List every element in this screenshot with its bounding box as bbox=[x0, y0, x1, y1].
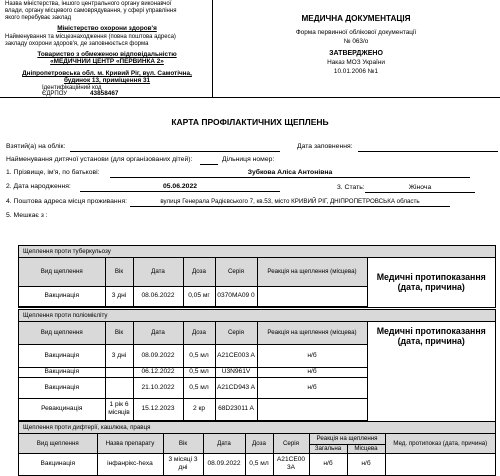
header-medical-doc-title: МЕДИЧНА ДОКУМЕНТАЦІЯ bbox=[301, 14, 411, 23]
header-name-caption-2: закладу охорони здоров'я, де заповнюється форма bbox=[5, 41, 149, 47]
table-cell[interactable]: A21CE00 3A bbox=[273, 453, 309, 475]
column-header: Вид щеплення bbox=[19, 322, 105, 344]
header-form-caption: Форма первинної облікової документації bbox=[295, 29, 417, 36]
full-name-underline bbox=[110, 177, 470, 178]
table-cell[interactable] bbox=[257, 398, 367, 420]
table-cell[interactable]: U3N961V bbox=[215, 367, 257, 377]
table-cell[interactable]: 21.10.2022 bbox=[133, 377, 183, 398]
table-cell[interactable]: 06.12.2022 bbox=[133, 367, 183, 377]
table-row bbox=[19, 453, 495, 475]
header-ministry-caption-2: влади, органу місцевого самоврядування, у сфері управління bbox=[5, 8, 177, 14]
header-left-block bbox=[2, 0, 213, 97]
card-title: КАРТА ПРОФІЛАКТИЧНИХ ЩЕПЛЕНЬ bbox=[171, 117, 329, 127]
header-org-name-1: Товариство з обмеженою відповідальністю bbox=[37, 51, 177, 58]
column-header: Серія bbox=[273, 434, 309, 453]
column-header: Вік bbox=[105, 258, 133, 286]
table-cell[interactable] bbox=[257, 286, 367, 306]
table-cell[interactable]: 2 кр bbox=[183, 398, 215, 420]
table-cell[interactable]: Вакцинація bbox=[19, 377, 105, 398]
table-cell[interactable]: 0,5 мл bbox=[183, 367, 215, 377]
filled-date-label: Дата заповнення: bbox=[297, 143, 353, 150]
sex-label: 3. Стать: bbox=[337, 184, 365, 191]
registered-label: Взятий(а) на облік: bbox=[6, 143, 66, 150]
institution-label: Найменування дитячої установи (для організованих дітей): bbox=[6, 156, 193, 163]
table-cell[interactable]: 3 дні bbox=[105, 286, 133, 306]
column-header: Доза bbox=[183, 322, 215, 344]
table-cell[interactable]: н/б bbox=[347, 453, 385, 475]
address-underline bbox=[130, 206, 450, 207]
table-cell[interactable]: 0,5 мл bbox=[183, 377, 215, 398]
column-header: Доза bbox=[245, 434, 273, 453]
tuberculosis-section bbox=[18, 245, 496, 308]
table-cell[interactable]: Вакцинація bbox=[19, 344, 105, 367]
table-cell[interactable] bbox=[385, 453, 495, 475]
header-order-number: 10.01.2006 №1 bbox=[333, 68, 379, 75]
dtp-section bbox=[18, 421, 496, 476]
column-header: Вид щеплення bbox=[19, 258, 105, 286]
column-header: Назва препарату bbox=[97, 434, 163, 453]
birth-date-underline bbox=[80, 191, 280, 192]
table-cell[interactable]: 0,5 мл bbox=[245, 453, 273, 475]
table-cell[interactable]: 1 рік 6 місяців bbox=[105, 398, 133, 420]
table-cell[interactable]: 3 місяці 3 дні bbox=[163, 453, 203, 475]
table-cell[interactable]: 0370MA09 0 bbox=[215, 286, 257, 306]
table-cell[interactable]: 0,05 мг bbox=[183, 286, 215, 306]
header-org-address-2: будинок 13, приміщення 31 bbox=[63, 77, 151, 84]
registered-field[interactable] bbox=[70, 151, 280, 152]
column-header: Мед. протипоказ (дата, причина) bbox=[385, 434, 495, 453]
header-org-name-2: «МЕДИЧНИЙ ЦЕНТР «ПЕРВИНКА 2» bbox=[50, 58, 164, 65]
column-subheader: Місцева bbox=[347, 444, 385, 453]
table-cell[interactable] bbox=[105, 377, 133, 398]
table-cell[interactable]: Вакцинація bbox=[19, 453, 97, 475]
header-divider bbox=[0, 97, 500, 98]
filled-date-field[interactable] bbox=[358, 151, 498, 152]
dtp-section-title: Щеплення проти дифтерії, кашлюка, правця bbox=[19, 422, 495, 434]
dtp-table bbox=[19, 434, 495, 476]
column-header: Вид щеплення bbox=[19, 434, 97, 453]
lives-with-label: 5. Мешкає з : bbox=[6, 212, 48, 219]
header-ministry-name: Міністерство охорони здоров'я bbox=[57, 25, 157, 32]
column-header: Дата bbox=[133, 322, 183, 344]
address-value[interactable]: вулиця Генерала Радієвського 7, кв.53, місто КРИВИЙ РІГ, ДНІПРОПЕТРОВСЬКА область bbox=[160, 198, 420, 205]
polio-table bbox=[19, 322, 495, 421]
contraindications-header: Медичні протипоказання (дата, причина) bbox=[367, 322, 495, 420]
table-cell[interactable]: Вакцинація bbox=[19, 367, 105, 377]
sex-value[interactable]: Жіноча bbox=[408, 184, 432, 191]
table-cell[interactable]: н/б bbox=[257, 344, 367, 367]
full-name-label: 1. Прізвище, ім'я, по батькові: bbox=[6, 169, 100, 176]
column-header: Реакція на щеплення (місцева) bbox=[257, 258, 367, 286]
column-header: Дата bbox=[133, 258, 183, 286]
table-cell[interactable]: A21CD943 A bbox=[215, 377, 257, 398]
table-cell[interactable] bbox=[105, 367, 133, 377]
header-edrpou-code: 43858467 bbox=[90, 90, 119, 97]
address-label: 4. Поштова адреса місця проживання: bbox=[6, 198, 128, 205]
polio-section bbox=[18, 309, 496, 422]
contraindications-header: Медичні протипоказання (дата, причина) bbox=[367, 258, 495, 306]
sex-underline bbox=[365, 192, 475, 193]
district-label: Дільниця номер: bbox=[222, 156, 275, 163]
table-cell[interactable]: 68D23011 A bbox=[215, 398, 257, 420]
birth-date-label: 2. Дата народження: bbox=[6, 183, 71, 190]
polio-section-title: Щеплення проти поліомієліту bbox=[19, 310, 495, 322]
table-cell[interactable]: н/б bbox=[257, 377, 367, 398]
table-cell[interactable]: 3 дні bbox=[105, 344, 133, 367]
table-cell[interactable]: Ревакцинація bbox=[19, 398, 105, 420]
header-ministry-caption-1: Назва міністерства, іншого центрального органу виконавчої bbox=[5, 1, 172, 7]
header-code-caption-1: Ідентифікаційний код bbox=[42, 85, 102, 91]
table-cell[interactable]: інфанрікс-hexa bbox=[97, 453, 163, 475]
column-header: Реакція на щеплення bbox=[309, 434, 385, 444]
header-approved: ЗАТВЕРДЖЕНО bbox=[329, 50, 383, 57]
header-org-address-1: Дніпропетровська обл. м. Кривий Ріг, вул. Самотічна, bbox=[22, 70, 192, 77]
header-ministry-caption-3: якого перебуває заклад bbox=[5, 15, 72, 21]
table-cell[interactable]: 08.09.2022 bbox=[203, 453, 245, 475]
header-order-caption: Наказ МОЗ України bbox=[327, 59, 385, 66]
header-code-caption-2: ЄДРПОУ bbox=[42, 91, 68, 97]
column-header: Серія bbox=[215, 258, 257, 286]
institution-field[interactable] bbox=[200, 164, 218, 165]
table-cell[interactable]: Вакцинація bbox=[19, 286, 105, 306]
column-subheader: Загальна bbox=[309, 444, 347, 453]
header-name-caption-1: Найменування та місцезнаходження (повна поштова адреса) bbox=[5, 34, 176, 40]
table-cell[interactable]: A21CE003 A bbox=[215, 344, 257, 367]
column-header: Вік bbox=[105, 322, 133, 344]
full-name-value[interactable]: Зубкова Аліса Антонівна bbox=[247, 169, 333, 176]
table-cell[interactable]: н/б bbox=[257, 367, 367, 377]
tuberculosis-section-title: Щеплення проти туберкульозу bbox=[19, 246, 495, 258]
table-cell[interactable]: 0,5 мл bbox=[183, 344, 215, 367]
column-header: Реакція на щеплення (місцева) bbox=[257, 322, 367, 344]
column-header: Серія bbox=[215, 322, 257, 344]
table-cell[interactable]: н/б bbox=[309, 453, 347, 475]
tuberculosis-table bbox=[19, 258, 495, 307]
table-cell[interactable]: 08.09.2022 bbox=[133, 344, 183, 367]
header-right-block bbox=[212, 0, 500, 97]
table-cell[interactable]: 08.06.2022 bbox=[133, 286, 183, 306]
column-header: Дата bbox=[203, 434, 245, 453]
header-form-number: № 063/о bbox=[343, 38, 369, 45]
table-cell[interactable]: 15.12.2023 bbox=[133, 398, 183, 420]
column-header: Доза bbox=[183, 258, 215, 286]
column-header: Вік bbox=[163, 434, 203, 453]
birth-date-value[interactable]: 05.06.2022 bbox=[162, 183, 198, 190]
